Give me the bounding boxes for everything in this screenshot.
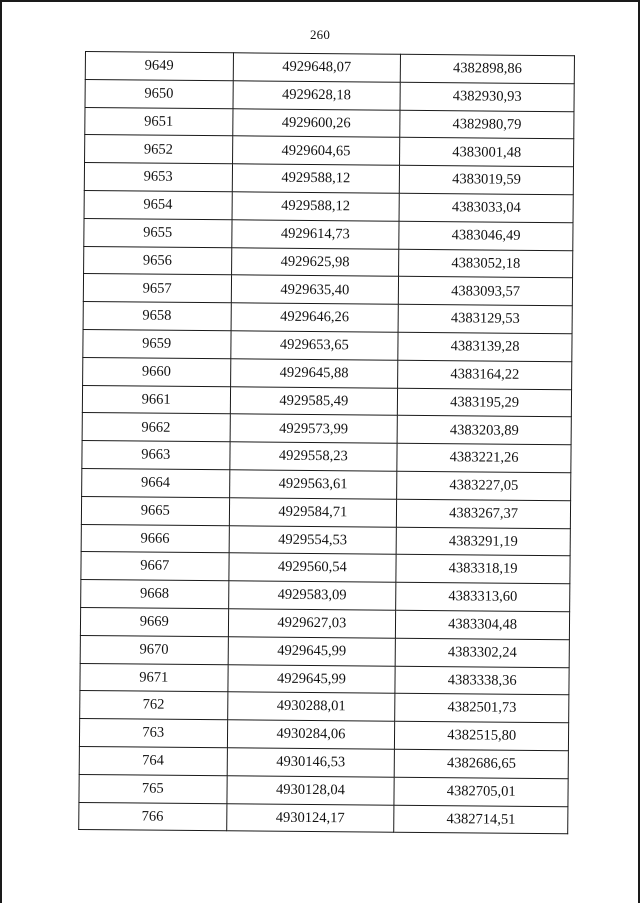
x-coordinate-cell: 4929554,53 (229, 525, 397, 554)
x-coordinate-cell: 4929563,61 (229, 470, 397, 499)
x-coordinate-cell: 4930284,06 (227, 720, 395, 749)
table-row (85, 52, 574, 84)
table-row (84, 246, 573, 278)
x-coordinate-cell: 4929627,03 (228, 609, 396, 638)
point-number-cell: 9671 (80, 663, 228, 692)
table-row (85, 107, 574, 139)
table-row (83, 329, 572, 361)
x-coordinate-cell: 4929588,12 (232, 164, 400, 193)
x-coordinate-cell: 4929646,26 (231, 303, 399, 332)
y-coordinate-cell: 4383164,22 (398, 360, 572, 389)
point-number-cell: 9661 (82, 385, 230, 414)
x-coordinate-cell: 4929560,54 (228, 553, 396, 582)
point-number-cell: 9665 (81, 496, 229, 525)
point-number-cell: 9658 (83, 302, 231, 331)
table-row (80, 691, 569, 723)
y-coordinate-cell: 4383046,49 (399, 221, 573, 250)
table-row (80, 663, 569, 695)
y-coordinate-cell: 4383052,18 (399, 249, 573, 278)
table-row (83, 357, 572, 389)
x-coordinate-cell: 4929558,23 (229, 442, 397, 471)
x-coordinate-cell: 4929653,65 (230, 331, 398, 360)
table-row (80, 635, 569, 667)
x-coordinate-cell: 4929645,99 (227, 664, 395, 693)
table-row (79, 802, 568, 834)
point-number-cell: 9651 (85, 107, 233, 136)
y-coordinate-cell: 4382898,86 (401, 54, 575, 83)
point-number-cell: 9670 (80, 635, 228, 664)
point-number-cell: 9656 (84, 246, 232, 275)
table-row (80, 607, 569, 639)
point-number-cell: 9655 (84, 218, 232, 247)
x-coordinate-cell: 4929604,65 (232, 136, 400, 165)
x-coordinate-cell: 4929625,98 (231, 247, 399, 276)
point-number-cell: 764 (79, 746, 227, 775)
y-coordinate-cell: 4383304,48 (396, 610, 570, 639)
point-number-cell: 766 (79, 802, 227, 831)
x-coordinate-cell: 4929600,26 (232, 108, 400, 137)
table-row (82, 441, 571, 473)
y-coordinate-cell: 4383093,57 (399, 277, 573, 306)
point-number-cell: 9657 (83, 274, 231, 303)
point-number-cell: 9660 (83, 357, 231, 386)
y-coordinate-cell: 4383221,26 (397, 443, 571, 472)
table-row (81, 496, 570, 528)
point-number-cell: 763 (79, 719, 227, 748)
y-coordinate-cell: 4382686,65 (394, 749, 568, 778)
x-coordinate-cell: 4929583,09 (228, 581, 396, 610)
x-coordinate-cell: 4929585,49 (230, 386, 398, 415)
point-number-cell: 9654 (84, 190, 232, 219)
y-coordinate-cell: 4383001,48 (400, 138, 574, 167)
table-row (84, 163, 573, 195)
x-coordinate-cell: 4929588,12 (232, 192, 400, 221)
coordinates-table (78, 51, 575, 835)
table-row (84, 190, 573, 222)
table-row (81, 580, 570, 612)
point-number-cell: 9669 (80, 607, 228, 636)
table-row (79, 746, 568, 778)
point-number-cell: 9659 (83, 329, 231, 358)
point-number-cell: 9649 (85, 52, 233, 81)
x-coordinate-cell: 4929635,40 (231, 275, 399, 304)
table-row (85, 135, 574, 167)
point-number-cell: 9663 (82, 441, 230, 470)
coordinates-table-body (79, 52, 575, 835)
x-coordinate-cell: 4930124,17 (226, 803, 394, 832)
point-number-cell: 9666 (81, 524, 229, 553)
point-number-cell: 9664 (82, 468, 230, 497)
point-number-cell: 9650 (85, 79, 233, 108)
y-coordinate-cell: 4383267,37 (397, 499, 571, 528)
y-coordinate-cell: 4383139,28 (398, 332, 572, 361)
table-row (85, 79, 574, 111)
y-coordinate-cell: 4383318,19 (396, 555, 570, 584)
x-coordinate-cell: 4930128,04 (226, 775, 394, 804)
y-coordinate-cell: 4383129,53 (398, 304, 572, 333)
x-coordinate-cell: 4929614,73 (231, 220, 399, 249)
y-coordinate-cell: 4382515,80 (395, 721, 569, 750)
table-row (84, 218, 573, 250)
table-row (81, 524, 570, 556)
y-coordinate-cell: 4383203,89 (397, 416, 571, 445)
x-coordinate-cell: 4929584,71 (229, 498, 397, 527)
table-row (79, 774, 568, 806)
table-row (83, 302, 572, 334)
x-coordinate-cell: 4929573,99 (230, 414, 398, 443)
x-coordinate-cell: 4930288,01 (227, 692, 395, 721)
table-row (82, 385, 571, 417)
x-coordinate-cell: 4929645,99 (228, 637, 396, 666)
table-row (82, 468, 571, 500)
y-coordinate-cell: 4382501,73 (395, 694, 569, 723)
x-coordinate-cell: 4929645,88 (230, 359, 398, 388)
y-coordinate-cell: 4383338,36 (395, 666, 569, 695)
point-number-cell: 9653 (84, 163, 232, 192)
y-coordinate-cell: 4382714,51 (394, 805, 568, 834)
point-number-cell: 765 (79, 774, 227, 803)
x-coordinate-cell: 4929648,07 (233, 53, 401, 82)
table-row (79, 719, 568, 751)
y-coordinate-cell: 4383227,05 (397, 471, 571, 500)
point-number-cell: 9652 (85, 135, 233, 164)
page-number: 260 (309, 27, 331, 42)
table-row (82, 413, 571, 445)
point-number-cell: 762 (80, 691, 228, 720)
x-coordinate-cell: 4929628,18 (233, 81, 401, 110)
table-row (83, 274, 572, 306)
x-coordinate-cell: 4930146,53 (227, 748, 395, 777)
y-coordinate-cell: 4383019,59 (400, 165, 574, 194)
point-number-cell: 9668 (81, 580, 229, 609)
point-number-cell: 9667 (81, 552, 229, 581)
point-number-cell: 9662 (82, 413, 230, 442)
y-coordinate-cell: 4382705,01 (394, 777, 568, 806)
y-coordinate-cell: 4383302,24 (395, 638, 569, 667)
table-row (81, 552, 570, 584)
y-coordinate-cell: 4383033,04 (399, 193, 573, 222)
y-coordinate-cell: 4383313,60 (396, 582, 570, 611)
y-coordinate-cell: 4383195,29 (398, 388, 572, 417)
y-coordinate-cell: 4382980,79 (400, 110, 574, 139)
y-coordinate-cell: 4383291,19 (396, 527, 570, 556)
y-coordinate-cell: 4382930,93 (400, 82, 574, 111)
